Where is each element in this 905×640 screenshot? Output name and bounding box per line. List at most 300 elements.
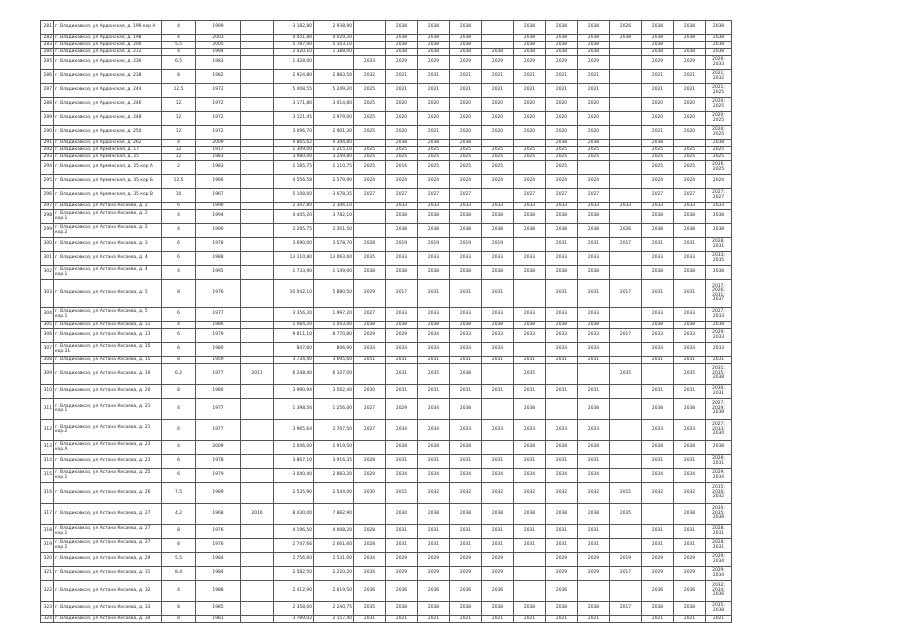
- year-cell: 2025: [642, 147, 674, 154]
- value-cell: 10: [162, 189, 196, 203]
- living-area-cell: 2 579,90: [314, 175, 354, 189]
- value-cell: 6,5: [162, 56, 196, 70]
- year-cell: 2038: [482, 210, 514, 224]
- living-area-cell: 1 215,10: [314, 147, 354, 154]
- year-cell: 2038: [578, 42, 610, 49]
- summary-year-cell: 2033; 2035: [706, 252, 732, 266]
- value-cell: 8: [162, 357, 196, 364]
- build-year-cell: 1978: [196, 455, 241, 469]
- value-cell: 6: [162, 455, 196, 469]
- address-cell: г. Владикавказ, ул Астана Кесаева, д. 31: [54, 567, 162, 581]
- year-cell: 2025: [418, 147, 450, 154]
- value-cell: 12: [162, 98, 196, 112]
- row-number: 321: [41, 567, 54, 581]
- summary-year-cell: 2032; 2034; 2036: [706, 581, 732, 602]
- year-cell: 2032: [354, 70, 386, 84]
- year-cell: 2031: [450, 385, 482, 399]
- address-cell: г. Владикавказ, ул Астана Кесаева, д. 15 кор.31: [54, 343, 162, 357]
- year-cell: 2038: [642, 399, 674, 420]
- year-cell: 2031: [578, 525, 610, 539]
- year-cell: 2031: [482, 455, 514, 469]
- year-cell: 2031: [578, 455, 610, 469]
- year-cell: 2029: [482, 567, 514, 581]
- year-cell: 2029: [386, 329, 418, 343]
- year-cell: 2038: [418, 602, 450, 616]
- area-cell: 3 356,20: [274, 308, 314, 322]
- year-cell: 2038: [546, 49, 578, 56]
- year-cell: 2017: [610, 280, 642, 308]
- year-cell: 2021: [418, 126, 450, 140]
- year-cell: 2035: [354, 252, 386, 266]
- year-cell: 2029: [418, 553, 450, 567]
- address-cell: г. Владикавказ, ул Астана Кесаева, д. 2 кор.1: [54, 210, 162, 224]
- table-row: [41, 84, 732, 98]
- summary-year-cell: 2038: [706, 49, 732, 56]
- year-cell: 2019: [418, 238, 450, 252]
- year-cell: 2034: [354, 567, 386, 581]
- year-cell: 2033: [386, 252, 418, 266]
- year-cell: 2029: [386, 553, 418, 567]
- row-number: 317: [41, 504, 54, 525]
- address-cell: г. Владикавказ, ул Астана Кесаева, д. 11: [54, 322, 162, 329]
- area-cell: 4 445,20: [274, 210, 314, 224]
- year-cell: 2021: [450, 616, 482, 623]
- row-number: 302: [41, 266, 54, 280]
- year-cell: 2038: [674, 322, 706, 329]
- table-row: [41, 385, 732, 399]
- area-cell: 5 408,55: [274, 84, 314, 98]
- value-cell: 12: [162, 112, 196, 126]
- address-cell: г. Владикавказ, ул Астана Кесаева, д. 5: [54, 280, 162, 308]
- year-cell: 2027: [354, 308, 386, 322]
- area-cell: 3 040,40: [274, 469, 314, 483]
- build-year-cell: 1977: [196, 364, 241, 385]
- address-cell: г. Владикавказ, ул Астана Кесаева, д. 29: [54, 553, 162, 567]
- year-cell: 2025: [418, 161, 450, 175]
- year-cell: 2031: [578, 539, 610, 553]
- area-cell: 2 420,10: [274, 49, 314, 56]
- build-year-cell: 2009: [196, 140, 241, 147]
- table-row: [41, 441, 732, 455]
- row-number: 306: [41, 329, 54, 343]
- year-cell: 2025: [674, 154, 706, 161]
- table-row: [41, 455, 732, 469]
- year-cell: 2033: [482, 203, 514, 210]
- year-cell: 2031: [642, 238, 674, 252]
- repair-year-cell: [241, 385, 274, 399]
- build-year-cell: 1968: [196, 504, 241, 525]
- year-cell: 2019: [386, 238, 418, 252]
- summary-year-cell: 2038: [706, 210, 732, 224]
- area-cell: 3 182,80: [274, 21, 314, 35]
- repair-year-cell: [241, 189, 274, 203]
- build-year-cell: 1976: [196, 525, 241, 539]
- row-number: 292: [41, 147, 54, 154]
- year-cell: 2033: [546, 420, 578, 441]
- address-cell: г. Владикавказ, ул Ардонская, д. 248: [54, 112, 162, 126]
- year-cell: 2038: [578, 322, 610, 329]
- summary-year-cell: 2027; 2033; 2034: [706, 420, 732, 441]
- year-cell: 2020: [578, 126, 610, 140]
- year-cell: 2029: [450, 56, 482, 70]
- area-cell: 3 867,10: [274, 455, 314, 469]
- year-cell: 2015: [386, 483, 418, 504]
- year-cell: 2031: [418, 70, 450, 84]
- year-cell: [354, 140, 386, 147]
- year-cell: 2027: [642, 189, 674, 203]
- year-cell: 2020: [450, 126, 482, 140]
- year-cell: 2026: [610, 21, 642, 35]
- year-cell: [610, 98, 642, 112]
- year-cell: [482, 140, 514, 147]
- year-cell: 2038: [450, 399, 482, 420]
- year-cell: 2031: [482, 280, 514, 308]
- year-cell: [674, 42, 706, 49]
- living-area-cell: 2 901,30: [314, 126, 354, 140]
- year-cell: 2036: [674, 581, 706, 602]
- year-cell: 2021: [386, 616, 418, 623]
- year-cell: 2025: [354, 126, 386, 140]
- year-cell: 2038: [578, 224, 610, 238]
- value-cell: 8: [162, 385, 196, 399]
- year-cell: [514, 280, 546, 308]
- year-cell: [610, 525, 642, 539]
- living-area-cell: 4 029,20: [314, 35, 354, 42]
- year-cell: 2030: [386, 504, 418, 525]
- row-number: 289: [41, 112, 54, 126]
- year-cell: 2028: [354, 525, 386, 539]
- year-cell: 2027: [514, 189, 546, 203]
- year-cell: 2027: [546, 189, 578, 203]
- year-cell: 2025: [354, 161, 386, 175]
- year-cell: 2033: [674, 203, 706, 210]
- repair-year-cell: [241, 56, 274, 70]
- year-cell: [546, 399, 578, 420]
- year-cell: 2027: [354, 189, 386, 203]
- year-cell: [354, 504, 386, 525]
- year-cell: [482, 364, 514, 385]
- year-cell: [354, 49, 386, 56]
- repair-year-cell: [241, 252, 274, 266]
- summary-year-cell: 2029; 2033: [706, 329, 732, 343]
- area-cell: 1 185,75: [274, 161, 314, 175]
- summary-year-cell: 2030; 2031: [706, 385, 732, 399]
- value-cell: 8: [162, 280, 196, 308]
- table-row: [41, 539, 732, 553]
- year-cell: 2038: [450, 21, 482, 35]
- summary-year-cell: 2025: [706, 147, 732, 154]
- year-cell: 2031: [642, 455, 674, 469]
- year-cell: 2024: [418, 175, 450, 189]
- area-cell: 2 747,66: [274, 539, 314, 553]
- value-cell: 4,2: [162, 504, 196, 525]
- year-cell: 2038: [514, 399, 546, 420]
- year-cell: 2029: [674, 553, 706, 567]
- year-cell: 2021: [514, 616, 546, 623]
- living-area-cell: 2 544,00: [314, 483, 354, 504]
- year-cell: 2029: [642, 553, 674, 567]
- build-year-cell: 1981: [196, 616, 241, 623]
- year-cell: 2025: [514, 154, 546, 161]
- repair-year-cell: [241, 154, 274, 161]
- value-cell: 5,5: [162, 553, 196, 567]
- year-cell: 2031: [578, 357, 610, 364]
- year-cell: 2038: [354, 266, 386, 280]
- year-cell: 2033: [354, 343, 386, 357]
- year-cell: 2026: [610, 224, 642, 238]
- year-cell: 2038: [418, 21, 450, 35]
- year-cell: 2038: [386, 322, 418, 329]
- year-cell: 2029: [546, 553, 578, 567]
- table-row: [41, 525, 732, 539]
- year-cell: 2035: [514, 364, 546, 385]
- build-year-cell: 1972: [196, 126, 241, 140]
- year-cell: 2038: [578, 441, 610, 455]
- year-cell: 2031: [482, 357, 514, 364]
- table-row: [41, 147, 732, 154]
- area-cell: 1 428,00: [274, 56, 314, 70]
- repair-year-cell: [241, 210, 274, 224]
- value-cell: 12: [162, 154, 196, 161]
- year-cell: 2029: [674, 567, 706, 581]
- year-cell: 2025: [418, 154, 450, 161]
- year-cell: 2017: [610, 329, 642, 343]
- year-cell: 2033: [482, 252, 514, 266]
- year-cell: [610, 420, 642, 441]
- year-cell: 2038: [546, 21, 578, 35]
- year-cell: 2038: [578, 21, 610, 35]
- year-cell: [610, 126, 642, 140]
- repair-year-cell: [241, 455, 274, 469]
- area-cell: 2 535,90: [274, 483, 314, 504]
- year-cell: [514, 161, 546, 175]
- table-row: [41, 469, 732, 483]
- build-year-cell: 1979: [196, 329, 241, 343]
- year-cell: [610, 469, 642, 483]
- year-cell: 2038: [482, 266, 514, 280]
- year-cell: 2029: [418, 567, 450, 581]
- year-cell: [610, 42, 642, 49]
- year-cell: 2031: [386, 385, 418, 399]
- year-cell: 2025: [642, 161, 674, 175]
- year-cell: 2038: [386, 35, 418, 42]
- year-cell: 2021: [642, 616, 674, 623]
- summary-year-cell: 2020; 2025: [706, 98, 732, 112]
- year-cell: 2038: [450, 35, 482, 42]
- year-cell: [514, 343, 546, 357]
- value-cell: 4: [162, 210, 196, 224]
- repair-year-cell: [241, 84, 274, 98]
- year-cell: 2015: [610, 483, 642, 504]
- year-cell: 2038: [354, 322, 386, 329]
- year-cell: 2029: [642, 567, 674, 581]
- build-year-cell: 1967: [196, 189, 241, 203]
- year-cell: 2035: [610, 364, 642, 385]
- build-year-cell: 1994: [196, 210, 241, 224]
- year-cell: 2033: [482, 308, 514, 322]
- summary-year-cell: 2038: [706, 42, 732, 49]
- area-cell: 3 965,64: [274, 420, 314, 441]
- value-cell: 4: [162, 224, 196, 238]
- year-cell: 2025: [482, 154, 514, 161]
- year-cell: 2031: [546, 238, 578, 252]
- year-cell: [610, 322, 642, 329]
- summary-year-cell: 2035; 2038: [706, 602, 732, 616]
- year-cell: 2038: [642, 49, 674, 56]
- repair-year-cell: [241, 35, 274, 42]
- repair-year-cell: [241, 147, 274, 154]
- build-year-cell: 1984: [196, 553, 241, 567]
- area-cell: 3 171,80: [274, 98, 314, 112]
- year-cell: 2038: [642, 140, 674, 147]
- year-cell: [610, 441, 642, 455]
- table-row: [41, 56, 732, 70]
- address-cell: г. Владикавказ, ул Астана Кесаева, д. 2: [54, 203, 162, 210]
- area-cell: 2 347,80: [274, 203, 314, 210]
- year-cell: 2033: [482, 343, 514, 357]
- year-cell: 2033: [386, 308, 418, 322]
- area-cell: 2 046,00: [274, 441, 314, 455]
- year-cell: [610, 49, 642, 56]
- year-cell: 2021: [418, 616, 450, 623]
- year-cell: [514, 567, 546, 581]
- year-cell: 2020: [546, 126, 578, 140]
- year-cell: 2038: [514, 504, 546, 525]
- row-number: 286: [41, 70, 54, 84]
- year-cell: 2031: [386, 539, 418, 553]
- table-row: [41, 483, 732, 504]
- year-cell: 2038: [450, 49, 482, 56]
- table-row: [41, 154, 732, 161]
- value-cell: 6: [162, 420, 196, 441]
- address-cell: г. Владикавказ, ул Ардонская, д. 196 кор А: [54, 21, 162, 35]
- table-row: [41, 420, 732, 441]
- repair-year-cell: [241, 266, 274, 280]
- build-year-cell: 1990: [196, 203, 241, 210]
- year-cell: 2031: [642, 539, 674, 553]
- summary-year-cell: 2021; 2032: [706, 70, 732, 84]
- living-area-cell: 2 301,50: [314, 224, 354, 238]
- year-cell: 2034: [450, 469, 482, 483]
- year-cell: 2034: [418, 399, 450, 420]
- value-cell: 7,5: [162, 483, 196, 504]
- address-cell: г. Владикавказ, ул Ардонская, д. 198: [54, 35, 162, 42]
- year-cell: 2038: [482, 224, 514, 238]
- year-cell: 2033: [578, 329, 610, 343]
- year-cell: 2025: [450, 147, 482, 154]
- table-row: [41, 49, 732, 56]
- row-number: 307: [41, 343, 54, 357]
- year-cell: 2031: [386, 455, 418, 469]
- year-cell: 2032: [418, 483, 450, 504]
- year-cell: 2024: [578, 175, 610, 189]
- area-cell: 2 756,60: [274, 553, 314, 567]
- year-cell: 2021: [450, 70, 482, 84]
- year-cell: 2038: [386, 42, 418, 49]
- year-cell: 2024: [450, 175, 482, 189]
- year-cell: [354, 441, 386, 455]
- summary-year-cell: 2028; 2031: [706, 455, 732, 469]
- address-cell: г. Владикавказ, ул Астана Кесаева, д. 13: [54, 329, 162, 343]
- table-row: [41, 112, 732, 126]
- address-cell: г. Владикавказ, ул Ардонская, д. 236: [54, 56, 162, 70]
- year-cell: 2028: [354, 238, 386, 252]
- year-cell: 2038: [514, 35, 546, 42]
- year-cell: 2029: [546, 567, 578, 581]
- year-cell: 2033: [514, 308, 546, 322]
- year-cell: 2031: [482, 385, 514, 399]
- year-cell: 2038: [514, 266, 546, 280]
- year-cell: 2031: [578, 280, 610, 308]
- value-cell: 12: [162, 126, 196, 140]
- table-row: [41, 343, 732, 357]
- year-cell: 2036: [418, 581, 450, 602]
- repair-year-cell: [241, 357, 274, 364]
- year-cell: 2031: [674, 357, 706, 364]
- year-cell: 2035: [354, 602, 386, 616]
- year-cell: 2038: [418, 224, 450, 238]
- repair-year-cell: 2010: [241, 504, 274, 525]
- table-row: [41, 21, 732, 35]
- summary-year-cell: 2017; 2026; 2031; 2037: [706, 280, 732, 308]
- year-cell: 2033: [514, 420, 546, 441]
- year-cell: 2038: [450, 140, 482, 147]
- year-cell: 2038: [642, 602, 674, 616]
- year-cell: [642, 364, 674, 385]
- row-number: 284: [41, 49, 54, 56]
- year-cell: [546, 364, 578, 385]
- year-cell: 2031: [546, 525, 578, 539]
- row-number: 308: [41, 357, 54, 364]
- living-area-cell: 2 240,75: [314, 602, 354, 616]
- value-cell: 4: [162, 441, 196, 455]
- value-cell: 4: [162, 35, 196, 42]
- living-area-cell: 1 256,00: [314, 399, 354, 420]
- living-area-cell: 6 107,00: [314, 364, 354, 385]
- year-cell: 2031: [674, 385, 706, 399]
- address-cell: г. Владикавказ, ул Астана Кесаева, д. 5 кор.1: [54, 308, 162, 322]
- year-cell: 2032: [482, 483, 514, 504]
- year-cell: 2038: [610, 35, 642, 42]
- year-cell: 2029: [450, 553, 482, 567]
- year-cell: 2027: [354, 399, 386, 420]
- year-cell: 2038: [546, 602, 578, 616]
- table-row: [41, 98, 732, 112]
- year-cell: 2020: [514, 126, 546, 140]
- living-area-cell: 2 661,60: [314, 539, 354, 553]
- row-number: 281: [41, 21, 54, 35]
- year-cell: 2025: [578, 154, 610, 161]
- year-cell: 2033: [642, 203, 674, 210]
- year-cell: 2033: [546, 308, 578, 322]
- year-cell: 2033: [450, 203, 482, 210]
- year-cell: [354, 203, 386, 210]
- living-area-cell: 1 043,00: [314, 322, 354, 329]
- year-cell: 2021: [482, 84, 514, 98]
- row-number: 301: [41, 252, 54, 266]
- area-cell: 4 196,50: [274, 525, 314, 539]
- row-number: 316: [41, 483, 54, 504]
- year-cell: 2033: [546, 252, 578, 266]
- summary-year-cell: 2020; 2025: [706, 112, 732, 126]
- year-cell: 2025: [546, 147, 578, 154]
- address-cell: г. Владикавказ, ул Астана Кесаева, д. 25 кор.1: [54, 469, 162, 483]
- year-cell: 2025: [674, 147, 706, 154]
- summary-year-cell: 2031: [706, 357, 732, 364]
- repair-year-cell: [241, 343, 274, 357]
- repair-year-cell: [241, 329, 274, 343]
- year-cell: 2019: [450, 238, 482, 252]
